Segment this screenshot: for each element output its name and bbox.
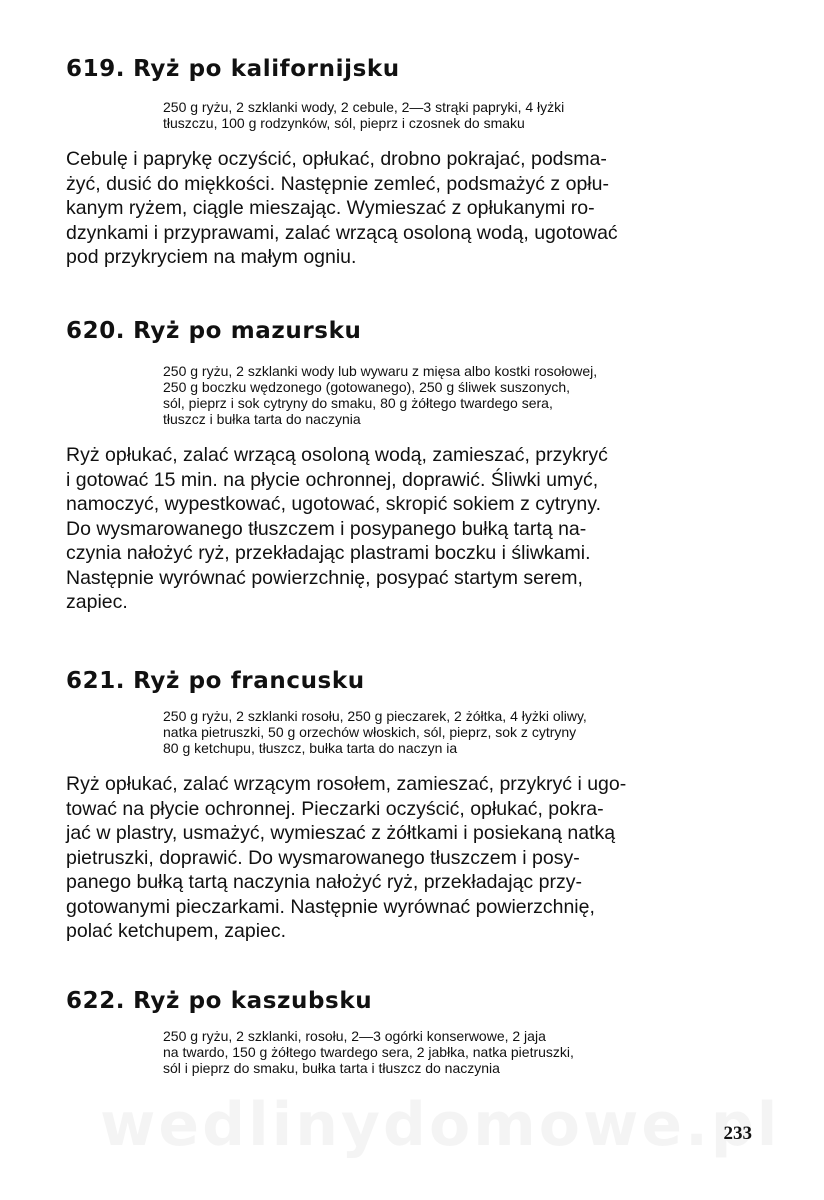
instructions-line: gotowanymi pieczarkami. Następnie wyrównać powierzchnię, <box>66 895 595 918</box>
instructions-line: dzynkami i przyprawami, zalać wrzącą osoloną wodą, ugotować <box>66 221 618 244</box>
ingredients-line: 250 g ryżu, 2 szklanki wody, 2 cebule, 2—3 strąki papryki, 4 łyżki <box>163 99 565 115</box>
recipe-instructions <box>66 443 756 615</box>
instructions-line: i gotować 15 min. na płycie ochronnej, doprawić. Śliwki umyć, <box>66 468 599 491</box>
instructions-line: kanym ryżem, ciągle mieszając. Wymieszać z opłukanymi ro- <box>66 197 595 219</box>
recipe-622 <box>66 988 756 1076</box>
page-number: 233 <box>723 1123 752 1144</box>
instructions-line: Ryż opłukać, zalać wrzącym rosołem, zamieszać, przykryć i ugo- <box>66 773 627 795</box>
instructions-line: pietruszki, doprawić. Do wysmarowanego tłuszczem i posy- <box>66 846 580 869</box>
ingredients-line: sól i pieprz do smaku, bułka tarta i tłuszcz do naczynia <box>163 1060 500 1076</box>
ingredients-line: 250 g boczku wędzonego (gotowanego), 250 g śliwek suszonych, <box>163 379 571 395</box>
recipe-instructions <box>66 772 756 944</box>
recipe-620 <box>66 318 756 615</box>
ingredients-line: 80 g ketchupu, tłuszcz, bułka tarta do naczyn ia <box>163 740 458 756</box>
recipe-number: 619. <box>66 56 126 82</box>
ingredients-list <box>163 99 756 131</box>
recipe-name: Ryż po mazursku <box>133 318 362 344</box>
instructions-line: polać ketchupem, zapiec. <box>66 920 287 942</box>
recipe-number: 621. <box>66 668 126 694</box>
instructions-line: tować na płycie ochronnej. Pieczarki oczyścić, opłukać, pokra- <box>66 797 604 820</box>
recipe-name: Ryż po kalifornijsku <box>133 56 400 82</box>
ingredients-line: tłuszczu, 100 g rodzynków, sól, pieprz i czosnek do smaku <box>163 115 525 131</box>
ingredients-line: sól, pieprz i sok cytryny do smaku, 80 g żółtego twardego sera, <box>163 395 553 411</box>
instructions-line: Do wysmarowanego tłuszczem i posypanego bułką tartą na- <box>66 517 587 540</box>
watermark <box>100 1090 780 1160</box>
ingredients-line: 250 g ryżu, 2 szklanki rosołu, 250 g pieczarek, 2 żółtka, 4 łyżki oliwy, <box>163 708 587 724</box>
ingredients-list <box>163 1028 756 1076</box>
ingredients-line: natka pietruszki, 50 g orzechów włoskich, sól, pieprz, sok z cytryny <box>163 724 577 740</box>
instructions-line: Następnie wyrównać powierzchnię, posypać startym serem, <box>66 566 583 589</box>
recipe-title <box>66 318 756 344</box>
recipe-619 <box>66 56 756 270</box>
recipe-number: 622. <box>66 988 126 1014</box>
recipe-title <box>66 668 756 694</box>
recipe-name: Ryż po francusku <box>133 668 365 694</box>
ingredients-line: tłuszcz i bułka tarta do naczynia <box>163 411 361 427</box>
recipe-instructions <box>66 147 756 270</box>
ingredients-line: na twardo, 150 g żółtego twardego sera, 2 jabłka, natka pietruszki, <box>163 1044 574 1060</box>
ingredients-list <box>163 708 756 756</box>
instructions-line: żyć, dusić do miękkości. Następnie zemleć, podsmażyć z opłu- <box>66 172 609 195</box>
recipe-title <box>66 988 756 1014</box>
instructions-line: pod przykryciem na małym ogniu. <box>66 246 357 268</box>
ingredients-line: 250 g ryżu, 2 szklanki, rosołu, 2—3 ogórki konserwowe, 2 jaja <box>163 1028 546 1044</box>
recipe-number: 620. <box>66 318 126 344</box>
ingredients-list <box>163 363 756 427</box>
instructions-line: czynia nałożyć ryż, przekładając plastrami boczku i śliwkami. <box>66 542 591 564</box>
instructions-line: namoczyć, wypestkować, ugotować, skropić sokiem z cytryny. <box>66 493 601 515</box>
instructions-line: Ryż opłukać, zalać wrzącą osoloną wodą, zamieszać, przykryć <box>66 444 608 466</box>
ingredients-line: 250 g ryżu, 2 szklanki wody lub wywaru z mięsa albo kostki rosołowej, <box>163 363 598 379</box>
recipe-621 <box>66 668 756 944</box>
instructions-line: Cebulę i paprykę oczyścić, opłukać, drobno pokrajać, podsma- <box>66 148 607 170</box>
recipe-name: Ryż po kaszubsku <box>133 988 373 1014</box>
instructions-line: jać w plastry, usmażyć, wymieszać z żółtkami i posiekaną natką <box>66 822 616 844</box>
recipe-title <box>66 56 756 82</box>
instructions-line: zapiec. <box>66 591 128 613</box>
instructions-line: panego bułką tartą naczynia nałożyć ryż, przekładając przy- <box>66 871 582 893</box>
